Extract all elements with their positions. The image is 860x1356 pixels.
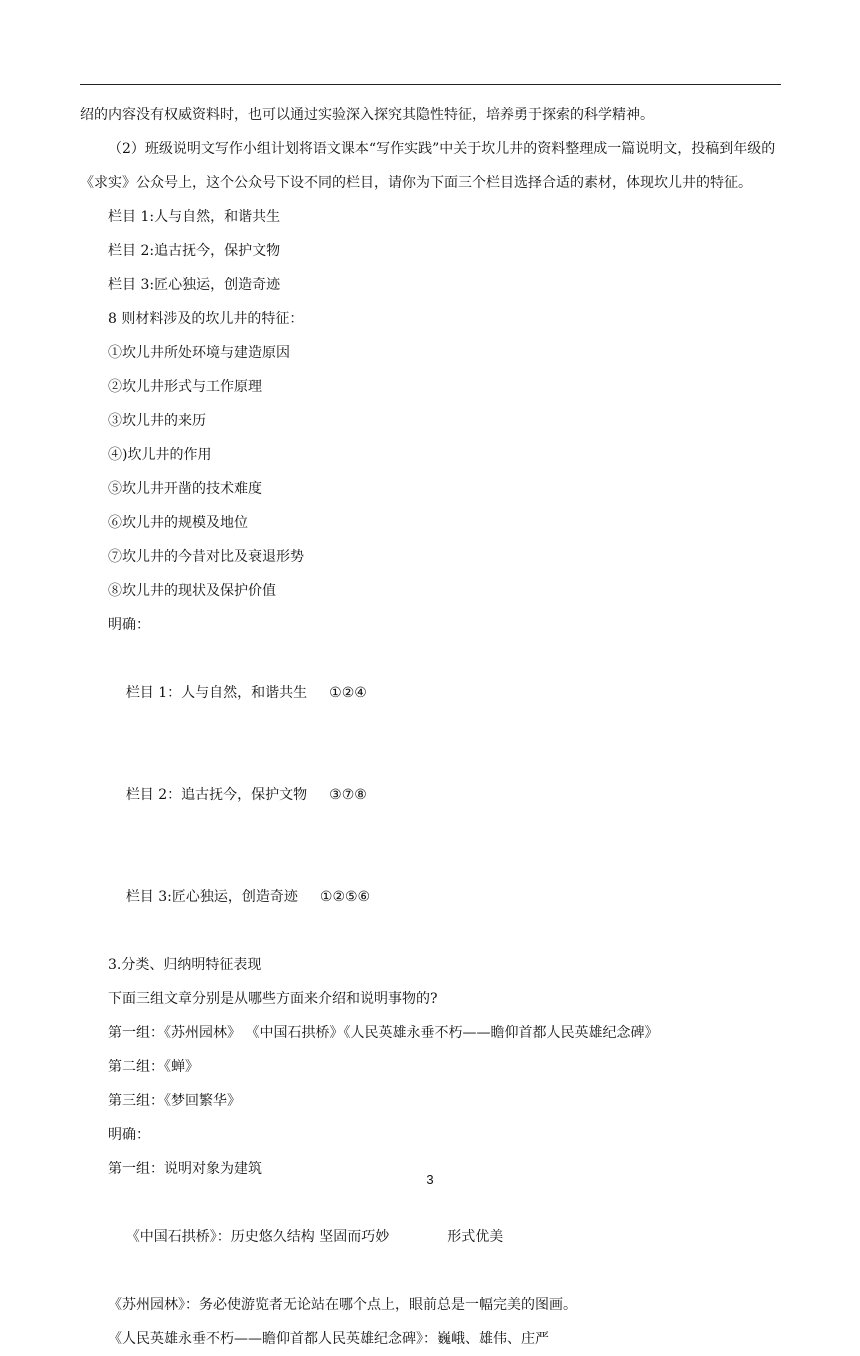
- page-number: 3: [426, 1172, 434, 1187]
- stone-bridge-features: 《中国石拱桥》：历史悠久结构 坚固而巧妙: [125, 1229, 390, 1245]
- feature-item: ⑤坎儿井开凿的技术难度: [108, 481, 262, 497]
- section-3-question: 下面三组文章分别是从哪些方面来介绍和说明事物的?: [108, 991, 438, 1007]
- column-3-label: 栏目 3:匠心独运，创造奇迹: [108, 277, 281, 293]
- features-heading: 8 则材料涉及的坎儿井的特征：: [108, 311, 304, 327]
- suzhou-garden-line: 《苏州园林》：务必使游览者无论站在哪个点上，眼前总是一幅完美的图画。: [108, 1297, 577, 1313]
- answer-column-2-label: 栏目 2：追古抚今，保护文物: [125, 787, 308, 803]
- feature-item: ①坎儿井所处环境与建造原因: [108, 345, 290, 361]
- question-2-paragraph: （2）班级说明文写作小组计划将语文课本“写作实践”中关于坎儿井的资料整理成一篇说明文，投稿到年级的《求实》公众号上，这个公众号下设不同的栏目，请你为下面三个栏目选择合适的素材，体现坎儿井的特征。: [80, 141, 776, 191]
- group-1-answer: 第一组：说明对象为建筑: [108, 1161, 262, 1177]
- column-1-label: 栏目 1:人与自然，和谐共生: [108, 209, 281, 225]
- answer-heading: 明确：: [108, 617, 150, 633]
- answer-column-2: [80, 744, 781, 846]
- feature-item: ⑥坎儿井的规模及地位: [108, 515, 248, 531]
- paragraph-continuation: 绍的内容没有权威资料时，也可以通过实验深入探究其隐性特征，培养勇于探索的科学精神。: [80, 107, 654, 123]
- header-rule: [80, 84, 781, 85]
- answer-column-3-label: 栏目 3:匠心独运，创造奇迹: [125, 889, 298, 905]
- answer-column-1-label: 栏目 1：人与自然，和谐共生: [125, 685, 308, 701]
- feature-item: ②坎儿井形式与工作原理: [108, 379, 262, 395]
- group-2-line: 第二组：《蝉》: [108, 1059, 199, 1075]
- answer-column-1: [80, 642, 781, 744]
- feature-item: ④)坎儿井的作用: [108, 447, 212, 463]
- monument-line: 《人民英雄永垂不朽——瞻仰首都人民英雄纪念碑》：巍峨、雄伟、庄严: [108, 1331, 549, 1347]
- answer-column-2-items: ③⑦⑧: [329, 787, 367, 803]
- feature-item: ⑦坎儿井的今昔对比及衰退形势: [108, 549, 304, 565]
- answer-column-3: [80, 846, 781, 948]
- group-1-line: 第一组：《苏州园林》 《中国石拱桥》《人民英雄永垂不朽——瞻仰首都人民英雄纪念碑》: [108, 1025, 659, 1041]
- answer-heading-2: 明确：: [108, 1127, 150, 1143]
- feature-item: ③坎儿井的来历: [108, 413, 206, 429]
- stone-bridge-form: 形式优美: [447, 1229, 504, 1245]
- column-2-label: 栏目 2:追古抚今，保护文物: [108, 243, 281, 259]
- section-3-heading: 3.分类、归纳明特征表现: [108, 957, 262, 973]
- document-body: [80, 98, 781, 1356]
- answer-column-3-items: ①②⑤⑥: [319, 889, 371, 905]
- feature-item: ⑧坎儿井的现状及保护价值: [108, 583, 276, 599]
- stone-bridge-line: [80, 1186, 781, 1288]
- answer-column-1-items: ①②④: [329, 685, 367, 701]
- group-3-line: 第三组：《梦回繁华》: [108, 1093, 241, 1109]
